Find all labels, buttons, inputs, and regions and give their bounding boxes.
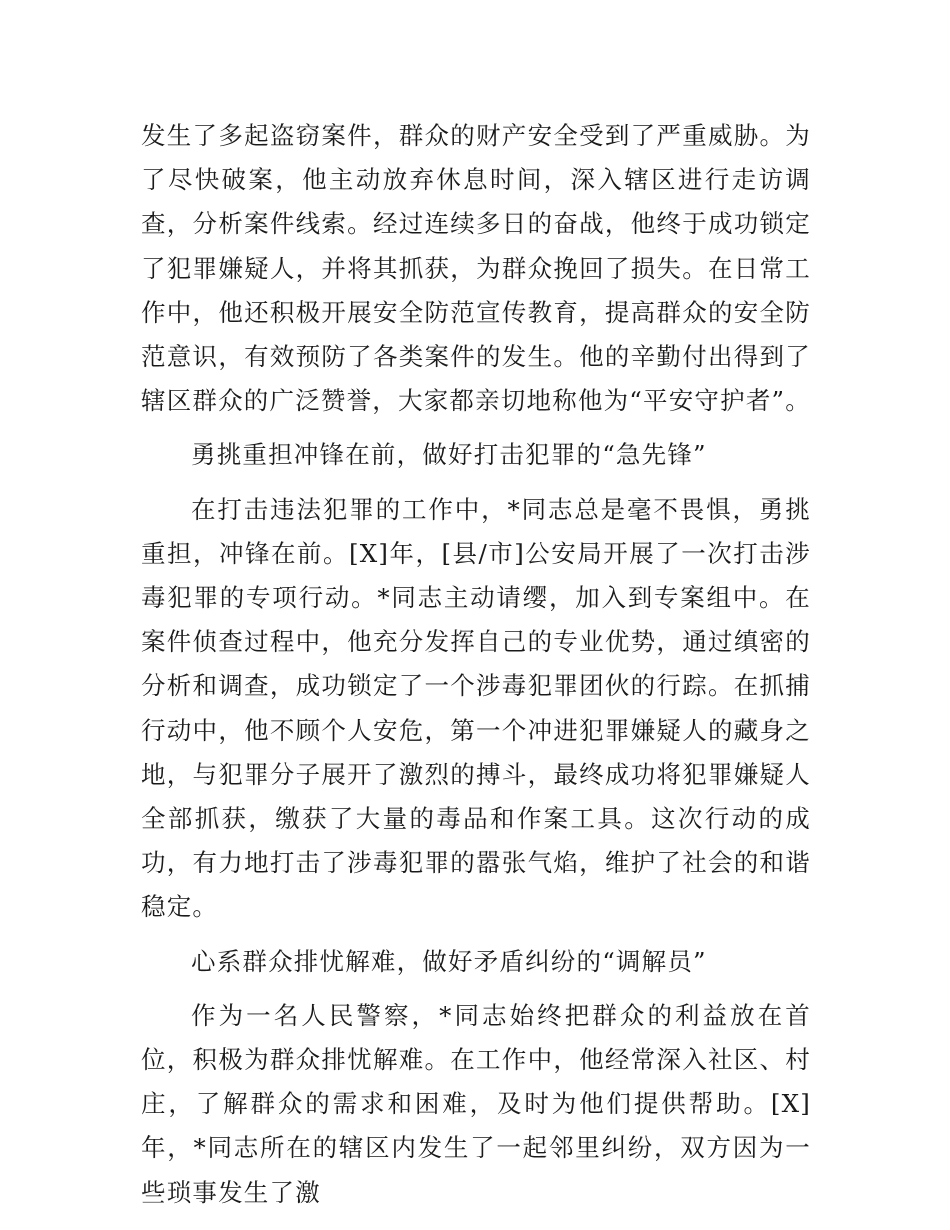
document-body (141, 114, 811, 1215)
paragraph-drug-operation: 在打击违法犯罪的工作中，*同志总是毫不畏惧，勇挑重担，冲锋在前。[X]年，[县/市]公安局开展了一次打击涉毒犯罪的专项行动。*同志主动请缨，加入到专案组中。在案件侦查过程中，他充分发挥自己的专业优势，通过缜密的分析和调查，成功锁定了一个涉毒犯罪团伙的行踪。在抓捕行动中，他不顾个人安危，第一个冲进犯罪嫌疑人的藏身之地，与犯罪分子展开了激烈的搏斗，最终成功将犯罪嫌疑人全部抓获，缴获了大量的毒品和作案工具。这次行动的成功，有力地打击了涉毒犯罪的嚣张气焰，维护了社会的和谐稳定。 (141, 494, 811, 922)
section-heading-fight-crime: 勇挑重担冲锋在前，做好打击犯罪的“急先锋” (191, 440, 707, 470)
paragraph-theft-case: 发生了多起盗窃案件，群众的财产安全受到了严重威胁。为了尽快破案，他主动放弃休息时间，深入辖区进行走访调查，分析案件线索。经过连续多日的奋战，他终于成功锁定了犯罪嫌疑人，并将其抓获，为群众挽回了损失。在日常工作中，他还积极开展安全防范宣传教育，提高群众的安全防范意识，有效预防了各类案件的发生。他的辛勤付出得到了辖区群众的广泛赞誉，大家都亲切地称他为“平安守护者”。 (141, 121, 811, 416)
section-heading-mediation: 心系群众排忧解难，做好矛盾纠纷的“调解员” (191, 946, 707, 976)
paragraph-serve-people: 作为一名人民警察，*同志始终把群众的利益放在首位，积极为群众排忧解难。在工作中，他经常深入社区、村庄，了解群众的需求和困难，及时为他们提供帮助。[X]年，*同志所在的辖区内发生了一起邻里纠纷，双方因为一些琐事发生了激 (141, 1000, 811, 1207)
